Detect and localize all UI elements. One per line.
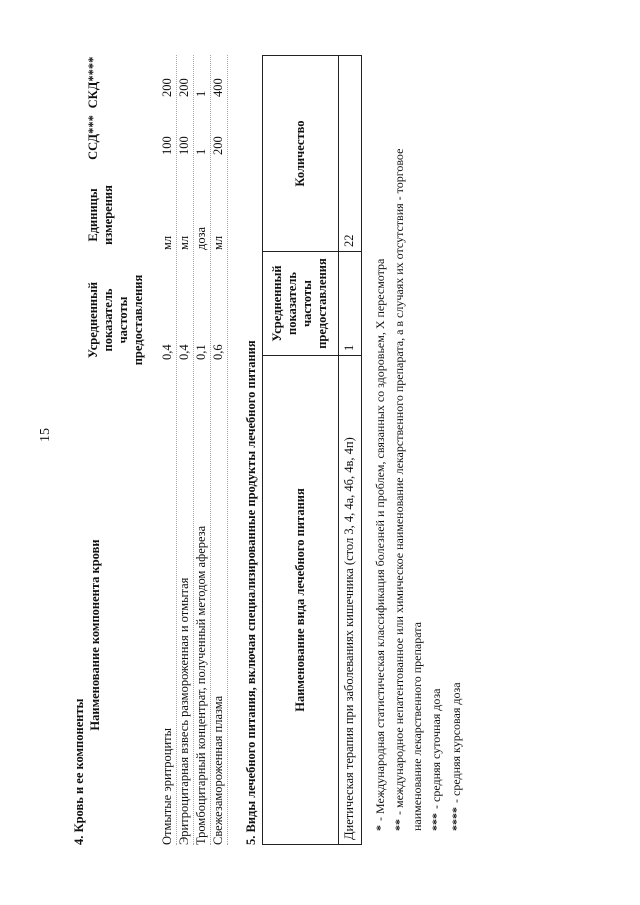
header-nutrition-name: Наименование вида лечебного питания xyxy=(263,356,339,845)
component-name: Отмытые эритроциты xyxy=(160,728,174,845)
table-row xyxy=(194,55,211,845)
table-row xyxy=(177,55,194,845)
footnote-text: - международное непатентованное или химическое наименование лекарственного препарата, а в случаях их отсутствия - торговое наименование лекарственного препарата xyxy=(392,148,424,831)
table-row xyxy=(338,56,361,845)
ssd-value: 100 xyxy=(160,136,174,155)
table-header-row xyxy=(263,56,339,845)
frequency-value: 0,4 xyxy=(160,344,174,360)
header-component-name: Наименование компонента крови xyxy=(88,539,102,731)
footnote-mark: **** xyxy=(448,807,463,831)
footnote-text: - средняя суточная доза xyxy=(429,688,444,809)
frequency-value: 0,1 xyxy=(194,344,208,360)
header-ssd: ССД*** xyxy=(86,115,100,160)
component-name: Эритроцитарная взвесь размороженная и отмытая xyxy=(177,577,191,845)
skd-value: 1 xyxy=(194,90,208,97)
units-value: мл xyxy=(160,235,174,250)
footnote-text: - средняя курсовая доза xyxy=(448,682,463,803)
frequency-value: 1 xyxy=(338,252,361,356)
footnote-mark: ** xyxy=(392,819,407,831)
footnote-mark: *** xyxy=(429,813,444,831)
rotated-page-content xyxy=(72,55,532,845)
ssd-value: 100 xyxy=(177,136,191,155)
units-value: мл xyxy=(177,235,191,250)
header-skd: СКД**** xyxy=(86,56,100,109)
section5-table xyxy=(262,55,362,845)
footnote-text: - Международная статистическая классификация болезней и проблем, связанных со здоровьем, X пересмотра xyxy=(373,258,387,821)
footnote xyxy=(448,131,465,831)
units-value: доза xyxy=(194,226,208,250)
section4-title: 4. Кровь и ее компоненты xyxy=(72,698,86,845)
nutrition-name: Диетическая терапия при заболеваниях кишечника (стол 3, 4, 4а, 4б, 4в, 4п) xyxy=(338,356,361,845)
section4-table-body xyxy=(160,55,228,845)
quantity-value: 22 xyxy=(338,56,361,252)
header-quantity: Количество xyxy=(263,56,339,252)
table-row xyxy=(211,55,228,845)
header-units: Единицы измерения xyxy=(86,185,115,245)
footnote xyxy=(428,131,445,831)
footnote xyxy=(391,131,426,831)
frequency-value: 0,4 xyxy=(177,344,191,360)
component-name: Свежезамороженная плазма xyxy=(211,695,225,845)
skd-value: 200 xyxy=(160,78,174,97)
skd-value: 400 xyxy=(211,78,225,97)
header-frequency: Усредненный показатель частоты предоставления xyxy=(263,252,339,356)
header-frequency: Усредненный показатель частоты предоставления xyxy=(86,274,145,366)
ssd-value: 200 xyxy=(211,136,225,155)
component-name: Тромбоцитарный концентрат, полученный методом афереза xyxy=(194,525,208,845)
footnote-mark: * xyxy=(373,825,387,831)
frequency-value: 0,6 xyxy=(211,344,225,360)
footnote xyxy=(372,131,389,831)
table-row xyxy=(160,55,177,845)
skd-value: 200 xyxy=(177,78,191,97)
section4-table-header xyxy=(86,55,160,845)
units-value: мл xyxy=(211,235,225,250)
footnotes xyxy=(372,131,467,831)
section5-title: 5. Виды лечебного питания, включая специализированные продукты лечебного питания xyxy=(244,340,258,845)
ssd-value: 1 xyxy=(194,148,208,155)
page-number: 15 xyxy=(38,428,53,442)
